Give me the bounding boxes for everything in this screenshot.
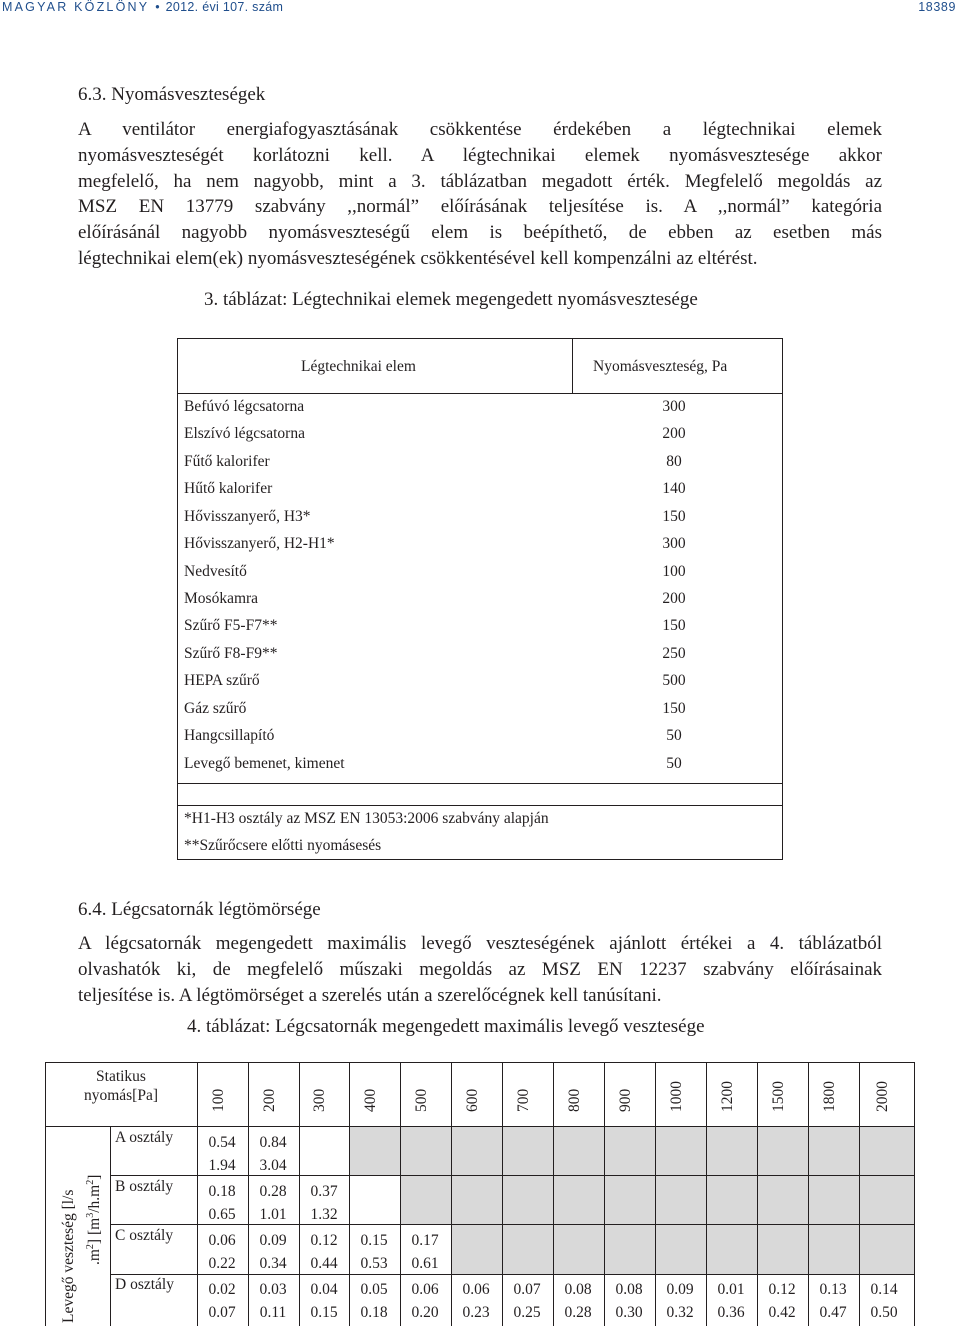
column-header-element: Légtechnikai elem <box>301 358 416 375</box>
leak-m3h: 0.23 <box>462 1304 490 1321</box>
table-row <box>184 425 782 452</box>
value-cell <box>555 1278 601 1324</box>
grid-line <box>110 1126 111 1326</box>
grid-line <box>706 1062 707 1326</box>
paragraph-line: megfelelő, ha nem nagyobb, mint a 3. táblázatban megadott érték. Megfelelő megoldás az <box>78 170 882 192</box>
superscript: 3 <box>85 1212 96 1218</box>
leak-m3h: 0.18 <box>360 1304 388 1321</box>
grid-line <box>914 1062 915 1326</box>
pressure-header: 900 <box>617 1088 634 1112</box>
table-row <box>184 563 782 590</box>
side-label-text: Levegő veszteség [l/s <box>60 1189 77 1323</box>
pressure-header: 400 <box>362 1088 379 1112</box>
leak-m3h: 0.47 <box>819 1304 847 1321</box>
pressure-header: 200 <box>261 1088 278 1112</box>
section-6-3-title: 6.3. Nyomásveszteségek <box>78 84 266 105</box>
leak-ls: 0.03 <box>259 1281 287 1298</box>
header-rule <box>178 393 782 394</box>
section-6-3-paragraph <box>78 117 882 272</box>
value-cell <box>504 1278 550 1324</box>
value-cell <box>250 1180 296 1226</box>
section-6-4-title: 6.4. Légcsatornák légtömörsége <box>78 899 321 920</box>
side-label-text: /h.m <box>86 1184 104 1213</box>
pressure-header: 100 <box>210 1088 227 1112</box>
element-name: Fűtő kalorifer <box>184 453 270 470</box>
leak-m3h: 0.32 <box>666 1304 694 1321</box>
leak-m3h: 0.42 <box>768 1304 796 1321</box>
pressure-value: 300 <box>662 535 686 552</box>
pressure-value: 150 <box>662 700 686 717</box>
leak-m3h: 0.11 <box>259 1304 287 1321</box>
value-cell <box>402 1278 448 1324</box>
leak-ls: 0.06 <box>411 1281 439 1298</box>
value-cell <box>250 1278 296 1324</box>
leak-m3h: 0.36 <box>717 1304 745 1321</box>
class-label: B osztály <box>115 1178 174 1195</box>
pressure-value: 50 <box>666 755 682 772</box>
leak-ls: 0.28 <box>259 1183 287 1200</box>
corner-label: Statikus <box>96 1068 146 1085</box>
value-cell <box>351 1229 397 1275</box>
grid-line <box>197 1062 198 1326</box>
value-cell <box>351 1278 397 1324</box>
value-cell <box>199 1180 245 1226</box>
element-name: Hővisszanyerő, H3* <box>184 508 311 525</box>
leak-m3h: 3.04 <box>259 1157 287 1174</box>
value-cell <box>402 1229 448 1275</box>
grid-line <box>299 1062 300 1326</box>
table-row <box>184 398 782 425</box>
pressure-header: 1000 <box>668 1081 685 1112</box>
leak-m3h: 0.30 <box>615 1304 643 1321</box>
leak-ls: 0.09 <box>666 1281 694 1298</box>
superscript: 2 <box>85 1179 96 1185</box>
leak-ls: 0.08 <box>564 1281 592 1298</box>
pressure-value: 500 <box>662 672 686 689</box>
pressure-value: 300 <box>662 398 686 415</box>
journal-name: MAGYAR KÖZLÖNY <box>2 0 150 14</box>
section-6-4-paragraph <box>78 931 882 1008</box>
element-name: Levegő bemenet, kimenet <box>184 755 345 772</box>
leak-ls: 0.06 <box>208 1232 236 1249</box>
pressure-header: 600 <box>464 1088 481 1112</box>
pressure-value: 80 <box>666 453 682 470</box>
leak-ls: 0.15 <box>360 1232 388 1249</box>
pressure-header: 1200 <box>719 1081 736 1112</box>
leak-m3h: 1.32 <box>310 1206 338 1223</box>
value-cell <box>708 1278 754 1324</box>
grid-line <box>553 1062 554 1326</box>
table-note: **Szűrőcsere előtti nyomásesés <box>184 837 382 854</box>
paragraph-line: légtechnikai elem(ek) nyomásveszteségének csökkentésével kell kompenzálni az eltérést. <box>78 247 758 269</box>
column-header-pressure: Nyomásveszteség, Pa <box>593 358 728 375</box>
leak-m3h: 0.44 <box>310 1255 338 1272</box>
leak-ls: 0.04 <box>310 1281 338 1298</box>
leak-ls: 0.54 <box>208 1134 236 1151</box>
leak-m3h: 0.61 <box>411 1255 439 1272</box>
table-row <box>184 617 782 644</box>
pressure-header: 700 <box>515 1088 532 1112</box>
leak-ls: 0.08 <box>615 1281 643 1298</box>
leak-m3h: 1.94 <box>208 1157 236 1174</box>
table-4 <box>45 1062 915 1326</box>
side-label-text: ] <box>86 1174 104 1180</box>
pressure-value: 200 <box>662 425 686 442</box>
leak-ls: 0.13 <box>819 1281 847 1298</box>
table-row <box>184 755 782 782</box>
value-cell <box>301 1229 347 1275</box>
leak-m3h: 0.15 <box>310 1304 338 1321</box>
leak-ls: 0.17 <box>411 1232 439 1249</box>
leak-ls: 0.12 <box>768 1281 796 1298</box>
leak-m3h: 0.34 <box>259 1255 287 1272</box>
grid-line <box>808 1062 809 1326</box>
table-note: *H1-H3 osztály az MSZ EN 13053:2006 szabvány alapján <box>184 810 549 827</box>
leak-m3h: 0.22 <box>208 1255 236 1272</box>
leak-m3h: 1.01 <box>259 1206 287 1223</box>
element-name: Mosókamra <box>184 590 259 607</box>
grid-line <box>400 1062 401 1326</box>
pressure-value: 50 <box>666 727 682 744</box>
grid-line <box>604 1062 605 1326</box>
value-cell <box>199 1229 245 1275</box>
side-label <box>59 1190 79 1323</box>
element-name: Nedvesítő <box>184 563 247 580</box>
side-label-text: .m <box>86 1249 104 1265</box>
grid-line <box>655 1062 656 1326</box>
element-name: Befúvó légcsatorna <box>184 398 305 415</box>
value-cell <box>250 1131 296 1177</box>
column-divider <box>572 339 573 393</box>
value-cell <box>606 1278 652 1324</box>
leak-m3h: 0.53 <box>360 1255 388 1272</box>
pressure-value: 250 <box>662 645 686 662</box>
paragraph-line: előírásánál nagyobb nyomásveszteségű elem is beépíthető, de ebben az esetben más <box>78 222 882 244</box>
value-cell <box>810 1278 856 1324</box>
side-label-text: ] [m <box>86 1217 104 1245</box>
pressure-value: 150 <box>662 508 686 525</box>
grid-line <box>349 1062 350 1326</box>
leak-ls: 0.37 <box>310 1183 338 1200</box>
leak-ls: 0.01 <box>717 1281 745 1298</box>
superscript: 2 <box>85 1244 96 1250</box>
table-row <box>184 672 782 699</box>
value-cell <box>453 1278 499 1324</box>
element-name: Hűtő kalorifer <box>184 480 273 497</box>
table-row <box>184 508 782 535</box>
page-number: 18389 <box>918 0 956 14</box>
side-label-units <box>81 1175 105 1265</box>
empty-cells-c <box>451 1225 915 1274</box>
grid-line <box>502 1062 503 1326</box>
pressure-value: 150 <box>662 617 686 634</box>
leak-ls: 0.14 <box>870 1281 898 1298</box>
leak-ls: 0.12 <box>310 1232 338 1249</box>
element-name: Hangcsillapító <box>184 727 275 744</box>
pressure-value: 100 <box>662 563 686 580</box>
leak-m3h: 0.25 <box>513 1304 541 1321</box>
value-cell <box>759 1278 805 1324</box>
leak-ls: 0.09 <box>259 1232 287 1249</box>
table-row <box>184 535 782 562</box>
paragraph-line: olvashatók ki, de megfelelő műszaki megoldás az MSZ EN 12237 szabvány előírásainak <box>78 958 882 980</box>
paragraph-line: A ventilátor energiafogyasztásának csökkentése érdekében a légtechnikai elemek <box>78 119 882 140</box>
pressure-value: 140 <box>662 480 686 497</box>
table-4-caption: 4. táblázat: Légcsatornák megengedett maximális levegő vesztesége <box>187 1016 705 1037</box>
notes-top-rule <box>178 805 782 806</box>
leak-ls: 0.05 <box>360 1281 388 1298</box>
grid-line <box>45 1126 915 1127</box>
pressure-header: 2000 <box>874 1081 891 1112</box>
leak-m3h: 0.20 <box>411 1304 439 1321</box>
pressure-header: 500 <box>413 1088 430 1112</box>
element-name: Elszívó légcsatorna <box>184 425 305 442</box>
value-cell <box>301 1278 347 1324</box>
table-row <box>184 700 782 727</box>
table-row <box>184 590 782 617</box>
paragraph-line: teljesítése is. A légtömörséget a szerelés után a szerelőcégnek kell tanúsítani. <box>78 984 662 1006</box>
pressure-header: 1500 <box>770 1081 787 1112</box>
pressure-header: 1800 <box>821 1081 838 1112</box>
value-cell <box>861 1278 907 1324</box>
value-cell <box>301 1180 347 1226</box>
leak-ls: 0.07 <box>513 1281 541 1298</box>
header-bullet: • <box>155 0 160 14</box>
paragraph-line: A légcsatornák megengedett maximális levegő veszteségének ajánlott értékei a 4. táblázatból <box>78 933 882 954</box>
table-3-caption: 3. táblázat: Légtechnikai elemek megengedett nyomásvesztesége <box>204 289 698 310</box>
running-header <box>2 0 283 14</box>
leak-m3h: 0.28 <box>564 1304 592 1321</box>
corner-label: nyomás[Pa] <box>83 1087 159 1104</box>
rows-bottom-rule <box>178 783 782 784</box>
grid-line <box>248 1062 249 1326</box>
table-row <box>184 453 782 480</box>
leak-ls: 0.06 <box>462 1281 490 1298</box>
leak-ls: 0.18 <box>208 1183 236 1200</box>
value-cell <box>199 1131 245 1177</box>
issue-label: 2012. évi 107. szám <box>165 0 284 14</box>
table-row <box>184 645 782 672</box>
element-name: Szűrő F5-F7** <box>184 617 278 634</box>
element-name: HEPA szűrő <box>184 672 260 689</box>
pressure-value: 200 <box>662 590 686 607</box>
grid-line <box>757 1062 758 1326</box>
leak-ls: 0.84 <box>259 1134 287 1151</box>
table-row <box>184 727 782 754</box>
grid-line <box>859 1062 860 1326</box>
class-label: D osztály <box>115 1276 174 1293</box>
value-cell <box>250 1229 296 1275</box>
corner-header <box>45 1067 197 1105</box>
paragraph-line: MSZ EN 13779 szabvány ,,normál” előírásának teljesítése is. A ,,normál” kategória <box>78 196 882 218</box>
pressure-header: 800 <box>566 1088 583 1112</box>
value-cell <box>657 1278 703 1324</box>
leak-ls: 0.02 <box>208 1281 236 1298</box>
paragraph-line: nyomásveszteségét korlátozni kell. A légtechnikai elemek nyomásvesztesége akkor <box>78 144 882 166</box>
grid-line <box>45 1062 915 1063</box>
leak-m3h: 0.07 <box>208 1304 236 1321</box>
empty-cells-b <box>400 1176 915 1225</box>
leak-m3h: 0.50 <box>870 1304 898 1321</box>
element-name: Gáz szűrő <box>184 700 247 717</box>
element-name: Szűrő F8-F9** <box>184 645 278 662</box>
pressure-header: 300 <box>311 1088 328 1112</box>
element-name: Hővisszanyerő, H2-H1* <box>184 535 335 552</box>
class-label: C osztály <box>115 1227 174 1244</box>
grid-line <box>451 1062 452 1326</box>
table-row <box>184 480 782 507</box>
leak-m3h: 0.65 <box>208 1206 236 1223</box>
empty-cells-a <box>349 1127 915 1176</box>
table-3 <box>177 338 783 860</box>
value-cell <box>199 1278 245 1324</box>
class-label: A osztály <box>115 1129 174 1146</box>
